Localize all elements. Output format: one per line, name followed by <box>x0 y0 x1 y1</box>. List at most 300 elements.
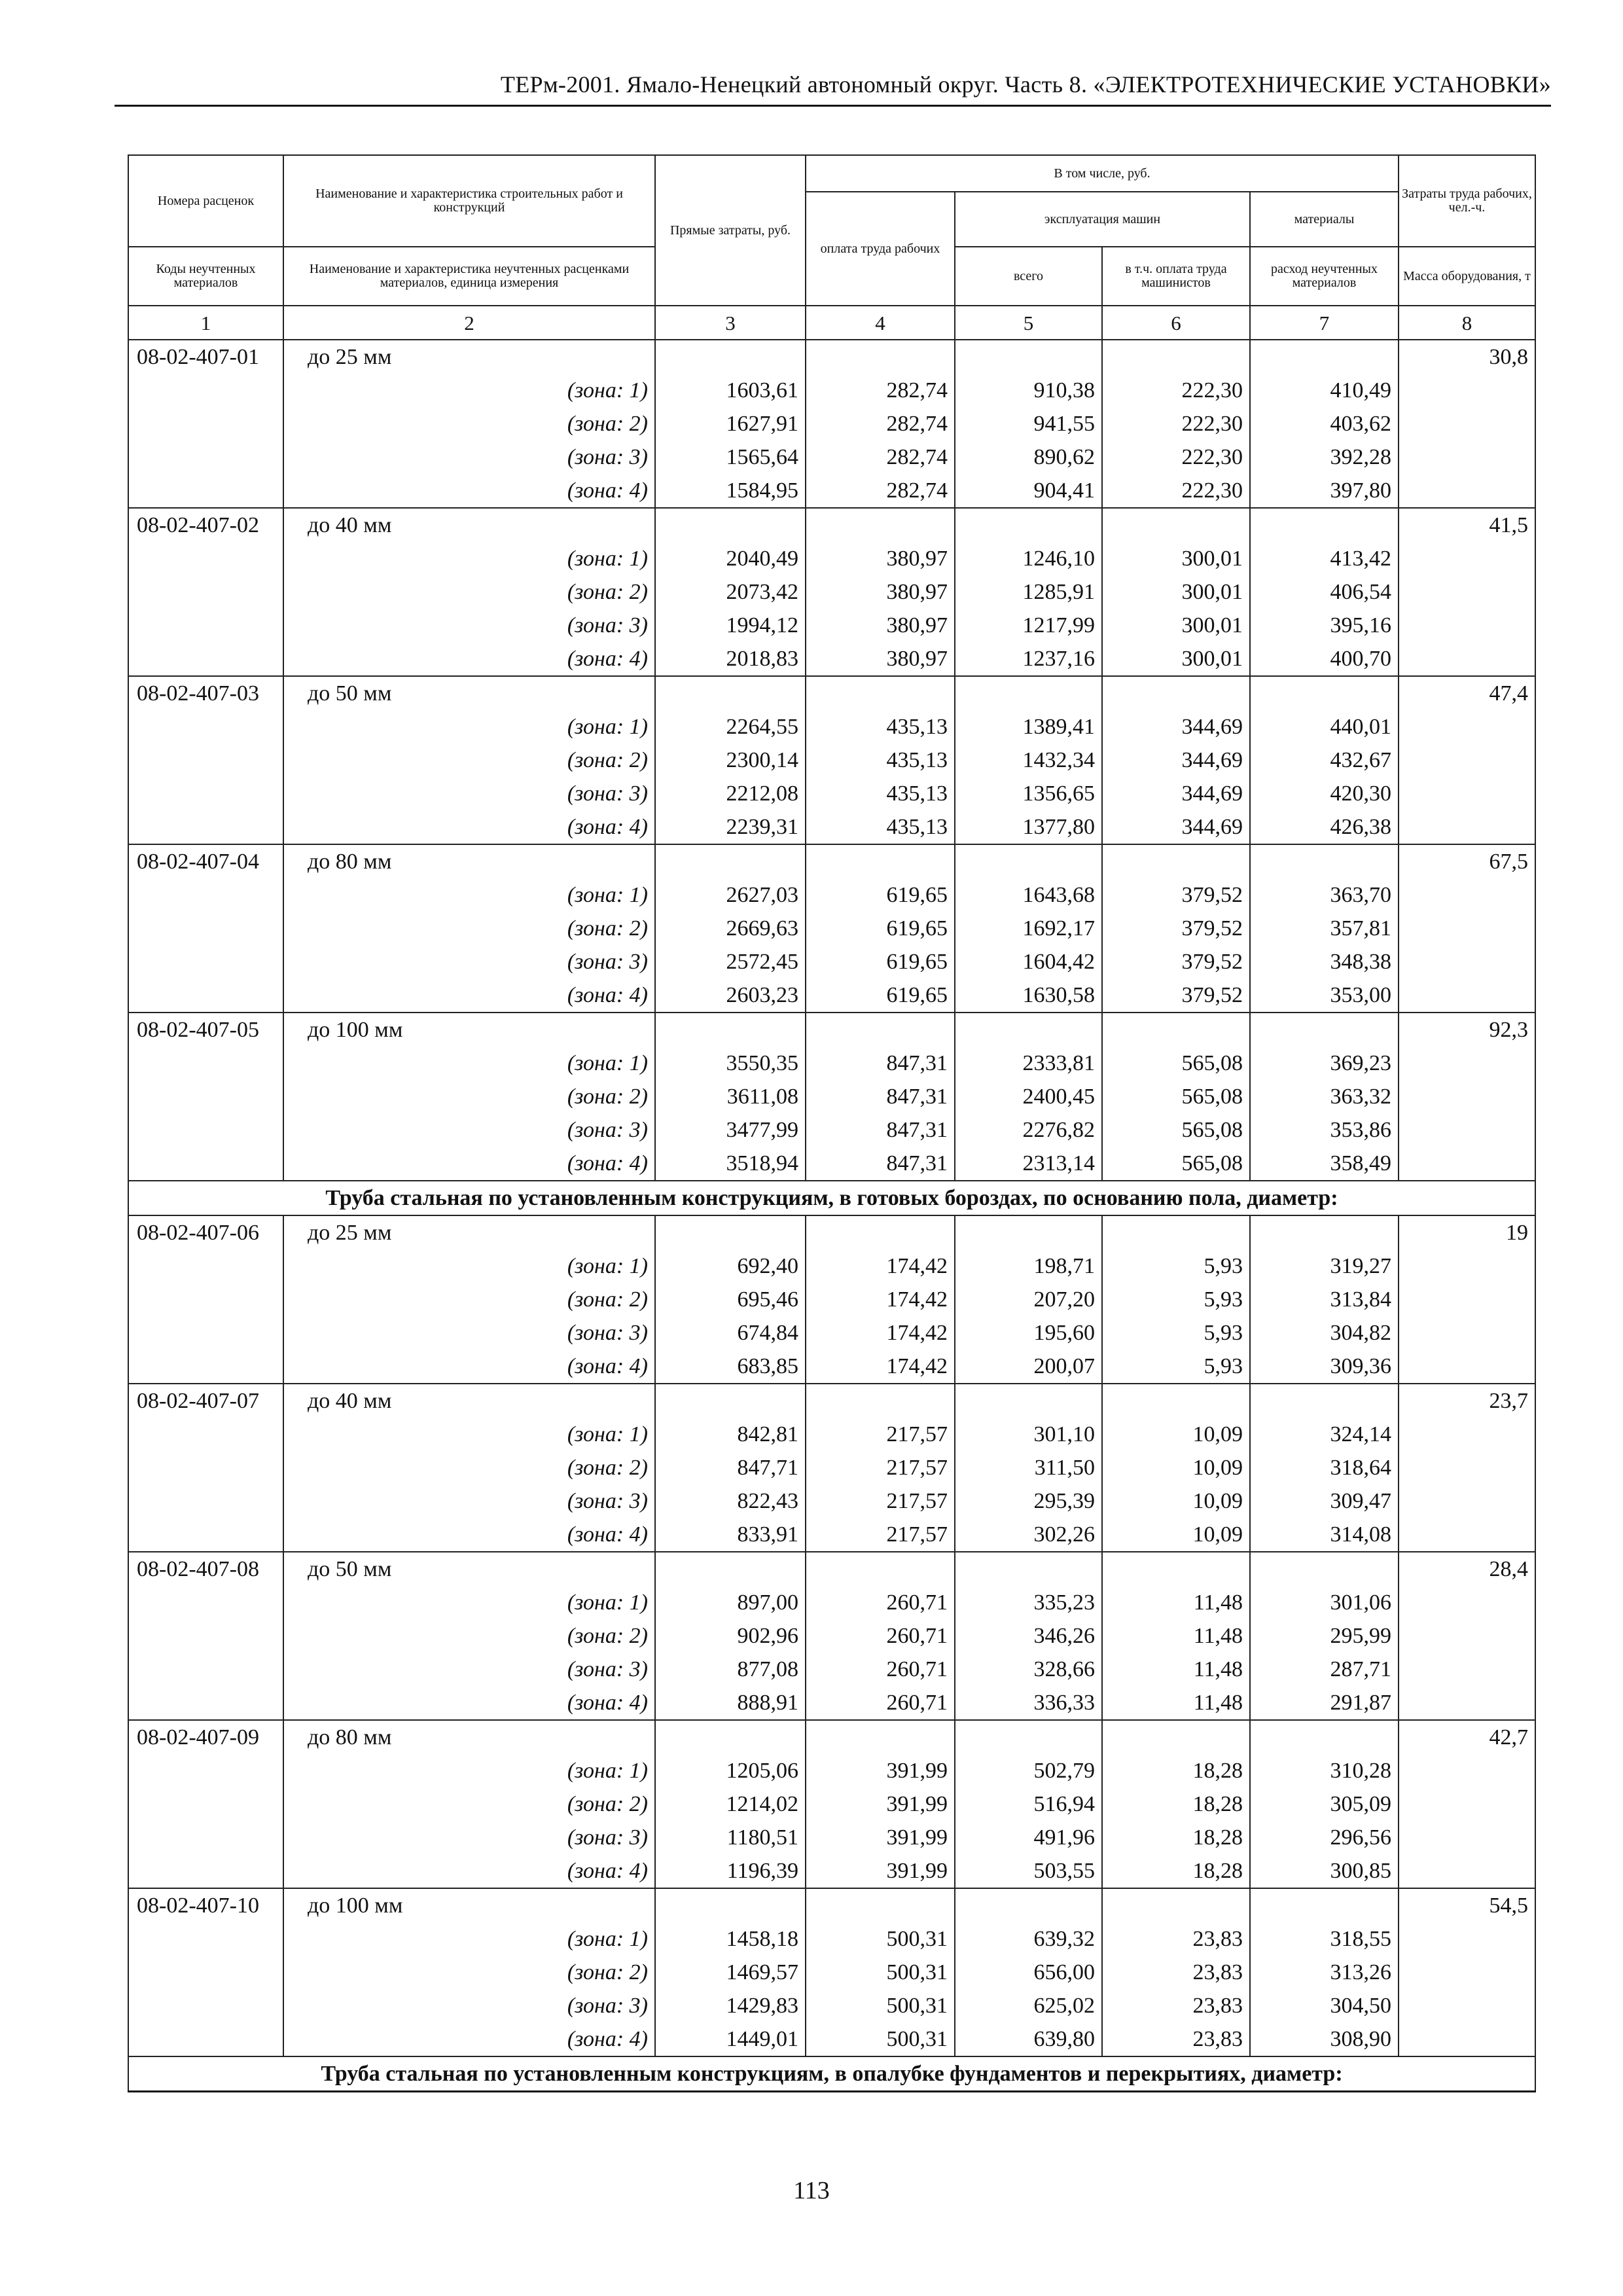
empty-cell <box>955 1720 1102 1754</box>
empty-cell <box>128 542 283 575</box>
machinist-pay-value: 10,09 <box>1102 1518 1250 1552</box>
materials-value: 403,62 <box>1250 407 1399 440</box>
empty-cell <box>655 1720 806 1754</box>
worker-pay-value: 500,31 <box>806 2022 955 2056</box>
zone-row <box>128 878 1535 912</box>
empty-cell <box>1399 1080 1535 1113</box>
zone-row <box>128 1418 1535 1451</box>
materials-value: 324,14 <box>1250 1418 1399 1451</box>
zone-label: (зона: 1) <box>283 1047 655 1080</box>
empty-cell <box>128 1113 283 1147</box>
empty-cell <box>1102 1720 1250 1754</box>
worker-pay-value: 174,42 <box>806 1316 955 1350</box>
zone-row <box>128 1484 1535 1518</box>
empty-cell <box>1399 978 1535 1013</box>
header-materials: материалы <box>1250 192 1399 247</box>
empty-cell <box>955 340 1102 374</box>
zone-row <box>128 642 1535 676</box>
zone-label: (зона: 1) <box>283 1418 655 1451</box>
direct-costs-value: 3611,08 <box>655 1080 806 1113</box>
direct-costs-value: 692,40 <box>655 1249 806 1283</box>
direct-costs-value: 674,84 <box>655 1316 806 1350</box>
empty-cell <box>128 1686 283 1720</box>
empty-cell <box>1250 1384 1399 1418</box>
materials-value: 296,56 <box>1250 1821 1399 1854</box>
materials-value: 304,50 <box>1250 1989 1399 2022</box>
table-header <box>128 155 1535 340</box>
section-row <box>128 1181 1535 1215</box>
empty-cell <box>128 744 283 777</box>
rate-name: до 40 мм <box>283 508 655 542</box>
zone-label: (зона: 2) <box>283 1451 655 1484</box>
machinist-pay-value: 18,28 <box>1102 1854 1250 1888</box>
materials-value: 313,84 <box>1250 1283 1399 1316</box>
worker-pay-value: 282,74 <box>806 407 955 440</box>
zone-label: (зона: 3) <box>283 1989 655 2022</box>
zone-row <box>128 1653 1535 1686</box>
empty-cell <box>1399 1047 1535 1080</box>
direct-costs-value: 683,85 <box>655 1350 806 1384</box>
worker-pay-value: 174,42 <box>806 1283 955 1316</box>
machines-total-value: 1630,58 <box>955 978 1102 1013</box>
machinist-pay-value: 300,01 <box>1102 575 1250 609</box>
empty-cell <box>1250 1552 1399 1586</box>
machines-total-value: 198,71 <box>955 1249 1102 1283</box>
zone-label: (зона: 1) <box>283 1249 655 1283</box>
zone-label: (зона: 1) <box>283 1754 655 1787</box>
empty-cell <box>806 1888 955 1922</box>
direct-costs-value: 833,91 <box>655 1518 806 1552</box>
zone-label: (зона: 4) <box>283 1518 655 1552</box>
rate-name: до 25 мм <box>283 340 655 374</box>
rate-code: 08-02-407-02 <box>128 508 283 542</box>
zone-label: (зона: 3) <box>283 1653 655 1686</box>
materials-value: 395,16 <box>1250 609 1399 642</box>
rate-code: 08-02-407-08 <box>128 1552 283 1586</box>
direct-costs-value: 1429,83 <box>655 1989 806 2022</box>
machines-total-value: 1356,65 <box>955 777 1102 810</box>
machinist-pay-value: 11,48 <box>1102 1686 1250 1720</box>
rate-row <box>128 1552 1535 1586</box>
zone-row <box>128 575 1535 609</box>
direct-costs-value: 2040,49 <box>655 542 806 575</box>
zone-row <box>128 1316 1535 1350</box>
worker-pay-value: 260,71 <box>806 1619 955 1653</box>
machinist-pay-value: 379,52 <box>1102 945 1250 978</box>
rate-name: до 50 мм <box>283 676 655 710</box>
zone-label: (зона: 4) <box>283 1350 655 1384</box>
machines-total-value: 1389,41 <box>955 710 1102 744</box>
zone-label: (зона: 4) <box>283 1686 655 1720</box>
empty-cell <box>1399 2022 1535 2056</box>
header-material-codes: Коды неучтенных материалов <box>128 247 283 306</box>
empty-cell <box>655 1888 806 1922</box>
worker-pay-value: 847,31 <box>806 1047 955 1080</box>
zone-row <box>128 945 1535 978</box>
empty-cell <box>128 1249 283 1283</box>
zone-row <box>128 474 1535 508</box>
labor-costs-value: 28,4 <box>1399 1552 1535 1586</box>
machines-total-value: 1237,16 <box>955 642 1102 676</box>
zone-label: (зона: 1) <box>283 878 655 912</box>
zone-row <box>128 1754 1535 1787</box>
worker-pay-value: 380,97 <box>806 542 955 575</box>
rates-table <box>128 154 1536 2092</box>
empty-cell <box>128 1854 283 1888</box>
empty-cell <box>1399 1586 1535 1619</box>
empty-cell <box>655 508 806 542</box>
machinist-pay-value: 18,28 <box>1102 1754 1250 1787</box>
empty-cell <box>128 609 283 642</box>
direct-costs-value: 1469,57 <box>655 1956 806 1989</box>
column-number: 2 <box>283 306 655 340</box>
zone-row <box>128 777 1535 810</box>
empty-cell <box>1399 1484 1535 1518</box>
empty-cell <box>655 1013 806 1047</box>
empty-cell <box>1399 710 1535 744</box>
empty-cell <box>128 1619 283 1653</box>
empty-cell <box>1399 1686 1535 1720</box>
worker-pay-value: 380,97 <box>806 575 955 609</box>
empty-cell <box>1102 1552 1250 1586</box>
machinist-pay-value: 565,08 <box>1102 1047 1250 1080</box>
machines-total-value: 200,07 <box>955 1350 1102 1384</box>
rate-code: 08-02-407-01 <box>128 340 283 374</box>
materials-value: 410,49 <box>1250 374 1399 407</box>
empty-cell <box>1399 810 1535 844</box>
worker-pay-value: 282,74 <box>806 474 955 508</box>
direct-costs-value: 1994,12 <box>655 609 806 642</box>
zone-label: (зона: 2) <box>283 744 655 777</box>
empty-cell <box>655 1384 806 1418</box>
materials-value: 432,67 <box>1250 744 1399 777</box>
empty-cell <box>128 1956 283 1989</box>
zone-label: (зона: 2) <box>283 407 655 440</box>
zone-label: (зона: 3) <box>283 777 655 810</box>
materials-value: 300,85 <box>1250 1854 1399 1888</box>
empty-cell <box>806 508 955 542</box>
direct-costs-value: 1584,95 <box>655 474 806 508</box>
direct-costs-value: 2212,08 <box>655 777 806 810</box>
worker-pay-value: 619,65 <box>806 878 955 912</box>
worker-pay-value: 391,99 <box>806 1754 955 1787</box>
empty-cell <box>1399 1619 1535 1653</box>
worker-pay-value: 500,31 <box>806 1956 955 1989</box>
empty-cell <box>1399 407 1535 440</box>
zone-label: (зона: 4) <box>283 1147 655 1181</box>
worker-pay-value: 391,99 <box>806 1854 955 1888</box>
rate-row <box>128 1720 1535 1754</box>
column-number: 6 <box>1102 306 1250 340</box>
empty-cell <box>1399 642 1535 676</box>
empty-cell <box>955 1888 1102 1922</box>
rate-code: 08-02-407-09 <box>128 1720 283 1754</box>
worker-pay-value: 217,57 <box>806 1418 955 1451</box>
empty-cell <box>128 1283 283 1316</box>
machinist-pay-value: 11,48 <box>1102 1586 1250 1619</box>
rate-row <box>128 676 1535 710</box>
empty-cell <box>955 676 1102 710</box>
worker-pay-value: 435,13 <box>806 810 955 844</box>
empty-cell <box>806 1013 955 1047</box>
labor-costs-value: 92,3 <box>1399 1013 1535 1047</box>
materials-value: 392,28 <box>1250 440 1399 474</box>
header-machine-operation: эксплуатация машин <box>955 192 1250 247</box>
header-material-name: Наименование и характеристика неучтенных расценками материалов, единица измерения <box>283 247 655 306</box>
labor-costs-value: 47,4 <box>1399 676 1535 710</box>
machinist-pay-value: 379,52 <box>1102 912 1250 945</box>
empty-cell <box>128 642 283 676</box>
empty-cell <box>955 1215 1102 1249</box>
zone-row <box>128 978 1535 1013</box>
machines-total-value: 301,10 <box>955 1418 1102 1451</box>
zone-row <box>128 1283 1535 1316</box>
empty-cell <box>1399 945 1535 978</box>
empty-cell <box>955 1384 1102 1418</box>
machines-total-value: 516,94 <box>955 1787 1102 1821</box>
page-header: ТЕРм-2001. Ямало-Ненецкий автономный округ. Часть 8. «ЭЛЕКТРОТЕХНИЧЕСКИЕ УСТАНОВКИ» <box>115 71 1551 107</box>
empty-cell <box>806 1384 955 1418</box>
column-number: 8 <box>1399 306 1535 340</box>
empty-cell <box>655 676 806 710</box>
machines-total-value: 904,41 <box>955 474 1102 508</box>
machines-total-value: 1604,42 <box>955 945 1102 978</box>
zone-label: (зона: 2) <box>283 1080 655 1113</box>
labor-costs-value: 54,5 <box>1399 1888 1535 1922</box>
machines-total-value: 302,26 <box>955 1518 1102 1552</box>
machines-total-value: 1246,10 <box>955 542 1102 575</box>
machines-total-value: 336,33 <box>955 1686 1102 1720</box>
direct-costs-value: 847,71 <box>655 1451 806 1484</box>
zone-label: (зона: 1) <box>283 542 655 575</box>
empty-cell <box>955 844 1102 878</box>
header-worker-pay: оплата труда рабочих <box>806 192 955 306</box>
rate-name: до 40 мм <box>283 1384 655 1418</box>
empty-cell <box>128 1989 283 2022</box>
worker-pay-value: 500,31 <box>806 1922 955 1956</box>
empty-cell <box>128 878 283 912</box>
materials-value: 310,28 <box>1250 1754 1399 1787</box>
machines-total-value: 639,80 <box>955 2022 1102 2056</box>
empty-cell <box>1399 440 1535 474</box>
empty-cell <box>1399 1821 1535 1854</box>
zone-label: (зона: 3) <box>283 1113 655 1147</box>
worker-pay-value: 391,99 <box>806 1787 955 1821</box>
column-numbers-row <box>128 306 1535 340</box>
empty-cell <box>1102 1013 1250 1047</box>
machinist-pay-value: 565,08 <box>1102 1147 1250 1181</box>
section-row <box>128 2056 1535 2092</box>
column-number: 5 <box>955 306 1102 340</box>
worker-pay-value: 435,13 <box>806 710 955 744</box>
empty-cell <box>1399 1113 1535 1147</box>
empty-cell <box>1250 340 1399 374</box>
empty-cell <box>655 1552 806 1586</box>
zone-row <box>128 542 1535 575</box>
direct-costs-value: 2073,42 <box>655 575 806 609</box>
machines-total-value: 1692,17 <box>955 912 1102 945</box>
empty-cell <box>128 1047 283 1080</box>
machinist-pay-value: 5,93 <box>1102 1283 1250 1316</box>
empty-cell <box>128 1316 283 1350</box>
empty-cell <box>128 1787 283 1821</box>
empty-cell <box>1250 676 1399 710</box>
rate-name: до 100 мм <box>283 1888 655 1922</box>
machinist-pay-value: 23,83 <box>1102 1989 1250 2022</box>
section-title: Труба стальная по установленным конструкциям, в опалубке фундаментов и перекрытиях, диаметр: <box>128 2056 1535 2092</box>
rate-name: до 100 мм <box>283 1013 655 1047</box>
worker-pay-value: 619,65 <box>806 912 955 945</box>
labor-costs-value: 42,7 <box>1399 1720 1535 1754</box>
empty-cell <box>128 1518 283 1552</box>
empty-cell <box>128 1653 283 1686</box>
worker-pay-value: 217,57 <box>806 1518 955 1552</box>
direct-costs-value: 3550,35 <box>655 1047 806 1080</box>
column-number: 7 <box>1250 306 1399 340</box>
empty-cell <box>1399 744 1535 777</box>
worker-pay-value: 380,97 <box>806 609 955 642</box>
zone-row <box>128 1047 1535 1080</box>
machinist-pay-value: 344,69 <box>1102 710 1250 744</box>
empty-cell <box>128 575 283 609</box>
materials-value: 318,64 <box>1250 1451 1399 1484</box>
direct-costs-value: 1180,51 <box>655 1821 806 1854</box>
empty-cell <box>1399 542 1535 575</box>
machinist-pay-value: 10,09 <box>1102 1484 1250 1518</box>
machines-total-value: 1285,91 <box>955 575 1102 609</box>
worker-pay-value: 619,65 <box>806 945 955 978</box>
empty-cell <box>128 407 283 440</box>
machines-total-value: 503,55 <box>955 1854 1102 1888</box>
empty-cell <box>1102 508 1250 542</box>
machines-total-value: 346,26 <box>955 1619 1102 1653</box>
labor-costs-value: 41,5 <box>1399 508 1535 542</box>
header-including: В том числе, руб. <box>806 155 1399 192</box>
header-rate-numbers: Номера расценок <box>128 155 283 247</box>
empty-cell <box>1399 1418 1535 1451</box>
machinist-pay-value: 222,30 <box>1102 474 1250 508</box>
empty-cell <box>128 912 283 945</box>
machines-total-value: 656,00 <box>955 1956 1102 1989</box>
machinist-pay-value: 300,01 <box>1102 642 1250 676</box>
empty-cell <box>806 844 955 878</box>
empty-cell <box>128 1350 283 1384</box>
empty-cell <box>806 340 955 374</box>
machinist-pay-value: 5,93 <box>1102 1249 1250 1283</box>
column-number: 4 <box>806 306 955 340</box>
rate-row <box>128 1215 1535 1249</box>
zone-row <box>128 1451 1535 1484</box>
direct-costs-value: 2627,03 <box>655 878 806 912</box>
direct-costs-value: 1458,18 <box>655 1922 806 1956</box>
worker-pay-value: 260,71 <box>806 1686 955 1720</box>
zone-row <box>128 1989 1535 2022</box>
machinist-pay-value: 5,93 <box>1102 1316 1250 1350</box>
zone-label: (зона: 2) <box>283 1956 655 1989</box>
materials-value: 304,82 <box>1250 1316 1399 1350</box>
empty-cell <box>128 1418 283 1451</box>
worker-pay-value: 391,99 <box>806 1821 955 1854</box>
empty-cell <box>128 374 283 407</box>
empty-cell <box>1399 1350 1535 1384</box>
materials-value: 309,36 <box>1250 1350 1399 1384</box>
empty-cell <box>1250 1888 1399 1922</box>
zone-row <box>128 912 1535 945</box>
worker-pay-value: 435,13 <box>806 777 955 810</box>
machinist-pay-value: 23,83 <box>1102 1956 1250 1989</box>
materials-value: 291,87 <box>1250 1686 1399 1720</box>
machinist-pay-value: 23,83 <box>1102 2022 1250 2056</box>
empty-cell <box>1102 676 1250 710</box>
worker-pay-value: 619,65 <box>806 978 955 1013</box>
zone-row <box>128 1956 1535 1989</box>
zone-label: (зона: 1) <box>283 374 655 407</box>
zone-row <box>128 1249 1535 1283</box>
zone-label: (зона: 3) <box>283 1484 655 1518</box>
empty-cell <box>128 710 283 744</box>
machinist-pay-value: 10,09 <box>1102 1451 1250 1484</box>
materials-value: 420,30 <box>1250 777 1399 810</box>
empty-cell <box>1399 1653 1535 1686</box>
worker-pay-value: 847,31 <box>806 1113 955 1147</box>
section-title: Труба стальная по установленным конструкциям, в готовых бороздах, по основанию пола, диаметр: <box>128 1181 1535 1215</box>
worker-pay-value: 282,74 <box>806 374 955 407</box>
machinist-pay-value: 222,30 <box>1102 407 1250 440</box>
worker-pay-value: 282,74 <box>806 440 955 474</box>
machines-total-value: 295,39 <box>955 1484 1102 1518</box>
empty-cell <box>128 1754 283 1787</box>
empty-cell <box>1102 1215 1250 1249</box>
worker-pay-value: 847,31 <box>806 1147 955 1181</box>
column-number: 1 <box>128 306 283 340</box>
zone-row <box>128 1922 1535 1956</box>
labor-costs-value: 30,8 <box>1399 340 1535 374</box>
empty-cell <box>806 676 955 710</box>
empty-cell <box>128 1451 283 1484</box>
direct-costs-value: 822,43 <box>655 1484 806 1518</box>
machines-total-value: 639,32 <box>955 1922 1102 1956</box>
machines-total-value: 1217,99 <box>955 609 1102 642</box>
empty-cell <box>1399 1316 1535 1350</box>
machinist-pay-value: 11,48 <box>1102 1653 1250 1686</box>
zone-label: (зона: 4) <box>283 978 655 1013</box>
rate-code: 08-02-407-06 <box>128 1215 283 1249</box>
empty-cell <box>1399 1754 1535 1787</box>
empty-cell <box>1399 1249 1535 1283</box>
machines-total-value: 207,20 <box>955 1283 1102 1316</box>
machinist-pay-value: 5,93 <box>1102 1350 1250 1384</box>
rates-table-wrapper <box>128 154 1535 2092</box>
page-number: 113 <box>793 2177 830 2204</box>
materials-value: 357,81 <box>1250 912 1399 945</box>
empty-cell <box>128 1080 283 1113</box>
worker-pay-value: 174,42 <box>806 1350 955 1384</box>
worker-pay-value: 500,31 <box>806 1989 955 2022</box>
direct-costs-value: 1565,64 <box>655 440 806 474</box>
empty-cell <box>128 1821 283 1854</box>
materials-value: 309,47 <box>1250 1484 1399 1518</box>
zone-row <box>128 810 1535 844</box>
zone-label: (зона: 4) <box>283 810 655 844</box>
direct-costs-value: 2669,63 <box>655 912 806 945</box>
empty-cell <box>1399 1451 1535 1484</box>
materials-value: 319,27 <box>1250 1249 1399 1283</box>
empty-cell <box>1102 1384 1250 1418</box>
zone-row <box>128 1787 1535 1821</box>
empty-cell <box>1399 609 1535 642</box>
machines-total-value: 2333,81 <box>955 1047 1102 1080</box>
materials-value: 440,01 <box>1250 710 1399 744</box>
